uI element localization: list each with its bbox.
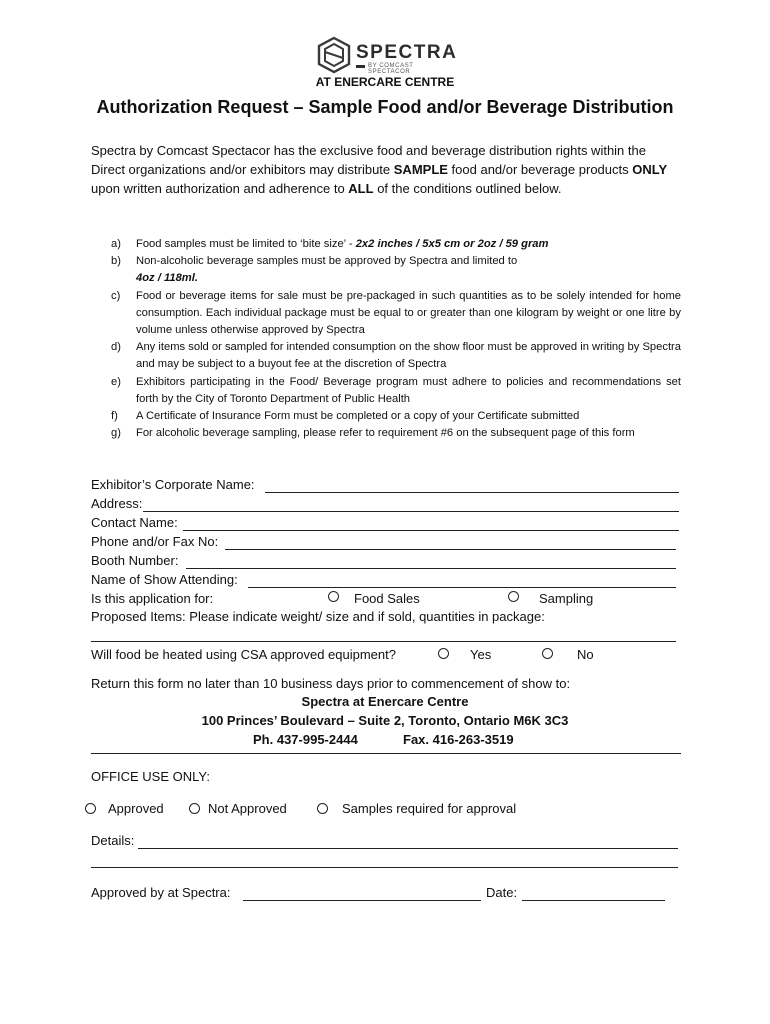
intro-bold-sample: SAMPLE [393, 162, 448, 177]
venue-subtitle: AT ENERCARE CENTRE [315, 75, 455, 89]
heated-no-radio[interactable] [542, 648, 553, 659]
address-label: Address: [91, 496, 143, 511]
condition-label: a) [111, 238, 121, 250]
address-field[interactable] [143, 511, 679, 512]
phone-fax-label: Phone and/or Fax No: [91, 534, 219, 549]
phone-fax-field[interactable] [225, 549, 676, 550]
intro-bold-only: ONLY [632, 162, 668, 177]
condition-c [111, 288, 681, 340]
condition-label: c) [111, 289, 121, 302]
booth-number-field[interactable] [186, 568, 676, 569]
condition-e [111, 374, 681, 408]
details-field-line-1[interactable] [138, 848, 678, 849]
intro-text-1: Spectra by Comcast Spectacor has the exclusive food and beverage distribution rights within the Direct organizations and/or exhibitors may distribute [91, 143, 646, 177]
office-use-heading: OFFICE USE ONLY: [91, 769, 210, 784]
corporate-name-field[interactable] [265, 492, 679, 493]
approved-by-field[interactable] [243, 900, 481, 901]
not-approved-label: Not Approved [208, 801, 287, 816]
proposed-items-label: Proposed Items: Please indicate weight/ size and if sold, quantities in package: [91, 609, 545, 624]
date-label: Date: [486, 885, 518, 900]
heated-no-label: No [577, 647, 594, 662]
condition-text: For alcoholic beverage sampling, please refer to requirement #6 on the subsequent page of this form [136, 427, 635, 440]
intro-text-2: food and/or beverage products [447, 162, 633, 177]
proposed-items-field[interactable] [91, 641, 676, 642]
approved-radio[interactable] [85, 803, 96, 814]
spectra-hexagon-icon [316, 36, 352, 74]
condition-text: A Certificate of Insurance Form must be completed or a copy of your Certificate submitted [136, 410, 580, 423]
condition-d [111, 339, 681, 373]
return-fax: Fax. 416-263-3519 [403, 732, 514, 747]
condition-label: b) [111, 255, 121, 268]
return-org: Spectra at Enercare Centre [301, 694, 469, 709]
return-address: 100 Princes’ Boulevard – Suite 2, Toronto, Ontario M6K 3C3 [201, 713, 569, 728]
samples-required-radio[interactable] [317, 803, 328, 814]
sampling-radio[interactable] [508, 591, 519, 602]
condition-label: e) [111, 375, 121, 388]
booth-number-label: Booth Number: [91, 553, 179, 568]
intro-text-3: upon written authorization and adherence to [91, 181, 349, 196]
contact-name-label: Contact Name: [91, 515, 178, 530]
section-divider [91, 753, 681, 754]
return-phone: Ph. 437-995-2444 [253, 732, 358, 747]
food-sales-label: Food Sales [354, 591, 420, 606]
not-approved-radio[interactable] [189, 803, 200, 814]
spectra-logo [316, 36, 456, 74]
return-instruction: Return this form no later than 10 business days prior to commencement of show to: [91, 676, 571, 691]
heated-yes-label: Yes [470, 647, 492, 662]
date-field[interactable] [522, 900, 665, 901]
condition-text: Food samples must be limited to ‘bite size’ - [136, 238, 356, 250]
condition-text: Exhibitors participating in the Food/ Beverage program must adhere to policies and recommendations set forth by the City of Toronto Department of Public Health [136, 375, 681, 405]
intro-paragraph [91, 141, 681, 198]
logo-subtext: BY COMCAST SPECTACOR [368, 63, 414, 75]
intro-text-4: of the conditions outlined below. [373, 181, 562, 196]
intro-bold-all: ALL [348, 181, 374, 196]
condition-text: Food or beverage items for sale must be pre-packaged in such quantities as to be solely intended for home consumption. Each individual package must be equal to or greater than one kilogram by weight or one litre by volume unless otherwise approved by Spectra [136, 289, 681, 337]
conditions-list [111, 236, 681, 442]
logo-bar [356, 65, 365, 68]
condition-f [111, 408, 681, 425]
details-label: Details: [91, 833, 135, 848]
application-for-label: Is this application for: [91, 591, 214, 606]
corporate-name-label: Exhibitor’s Corporate Name: [91, 477, 255, 492]
condition-label: d) [111, 341, 121, 354]
logo-wordmark: SPECTRA [356, 42, 458, 63]
condition-text: Any items sold or sampled for intended consumption on the show floor must be approved in writing by Spectra and may be subject to a buyout fee at the discretion of Spectra [136, 341, 681, 371]
show-name-field[interactable] [248, 587, 676, 588]
heated-yes-radio[interactable] [438, 648, 449, 659]
approved-by-label: Approved by at Spectra: [91, 885, 231, 900]
sampling-label: Sampling [539, 591, 594, 606]
condition-label: g) [111, 427, 121, 440]
condition-a [111, 236, 681, 253]
contact-name-field[interactable] [183, 530, 679, 531]
page-title: Authorization Request – Sample Food and/or Beverage Distribution [96, 97, 674, 117]
condition-emphasis: 4oz / 118ml. [136, 272, 198, 285]
condition-b [111, 253, 681, 287]
show-name-label: Name of Show Attending: [91, 572, 238, 587]
condition-g [111, 425, 681, 442]
condition-label: f) [111, 410, 118, 423]
condition-text: Non-alcoholic beverage samples must be approved by Spectra and limited to [136, 255, 518, 268]
heated-question: Will food be heated using CSA approved equipment? [91, 647, 396, 662]
details-field-line-2[interactable] [91, 867, 678, 868]
samples-required-label: Samples required for approval [342, 801, 517, 816]
food-sales-radio[interactable] [328, 591, 339, 602]
approved-label: Approved [108, 801, 164, 816]
condition-emphasis: 2x2 inches / 5x5 cm or 2oz / 59 gram [355, 238, 549, 250]
